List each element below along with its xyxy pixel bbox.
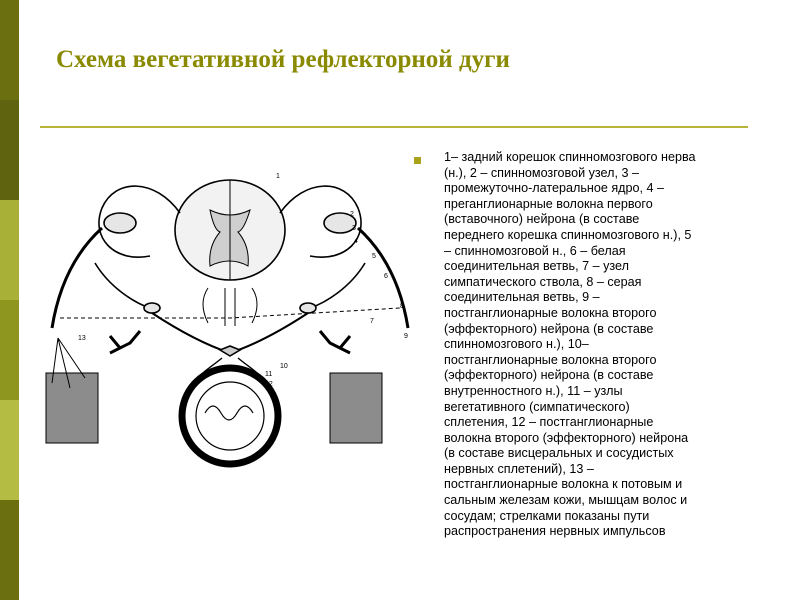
label-11: 11: [265, 371, 273, 378]
rami-left: [95, 263, 150, 308]
skin-block-left: [46, 373, 98, 443]
vessel-branch-right: [320, 331, 350, 353]
plexus-node: [220, 346, 240, 356]
side-bar-segment: [0, 0, 19, 100]
label-12: 12: [265, 381, 273, 388]
side-bar-segment: [0, 100, 19, 200]
intestine-folds: [205, 406, 253, 420]
label-8: 8: [400, 303, 404, 310]
label-3: 3: [352, 225, 356, 232]
side-accent-bar: [0, 0, 19, 600]
diagram-legend-text: 1– задний корешок спинномозгового нерва (н.), 2 – спинномозговой узел, 3 – промежуточно-латеральное ядро, 4 – преганглионарные волокна первого (вставочного) нейрона (в составе переднего корешка спинномозгового н.), 5 – спинномозговой н., 6 – белая соединительная ветвь, 7 – узел симпатического ствола, 8 – серая соединительная ветвь, 9 – постганглионарные волокна второго (эффекторного) нейрона (в составе спинномозгового н.), 10– постганглионарные волокна второго (эффекторного) нейрона (в составе внутренностного н.), 11 – узлы вегетативного (симпатического) сплетения, 12 – постганглионарные волокна второго (эффекторного) нейрона (в составе висцеральных и сосудистых нервных сплетений), 13 – постганглионарные волокна к потовым и сальным железам кожи, мышцам волос и сосудам; стрелками показаны пути распространения нервных импульсов: [444, 150, 696, 539]
label-1: 1: [276, 173, 280, 180]
side-bar-segment: [0, 300, 19, 400]
autonomic-reflex-arc-diagram: [40, 168, 420, 488]
spinal-ganglion-left: [104, 213, 136, 233]
sympathetic-ganglion-right: [300, 303, 316, 313]
label-10: 10: [280, 363, 288, 370]
label-9: 9: [404, 333, 408, 340]
rami-right: [310, 263, 365, 308]
sympathetic-ganglion-left: [144, 303, 160, 313]
side-bar-segment: [0, 200, 19, 300]
label-6: 6: [384, 273, 388, 280]
label-4: 4: [354, 238, 358, 245]
title-divider: [40, 126, 748, 128]
intestine-lumen: [196, 382, 264, 450]
side-bar-segment: [0, 400, 19, 500]
aorta-sketch: [203, 288, 257, 326]
bullet-square-icon: [414, 157, 421, 164]
label-2: 2: [350, 211, 354, 218]
side-bar-segment: [0, 500, 19, 600]
label-13: 13: [78, 335, 86, 342]
vessel-branch-left: [110, 331, 140, 353]
label-7: 7: [370, 318, 374, 325]
slide-title: Схема вегетативной рефлекторной дуги: [56, 46, 510, 73]
spinal-nerve-left: [52, 228, 102, 328]
impulse-path: [60, 308, 400, 318]
skin-block-right: [330, 373, 382, 443]
spinal-nerve-right: [358, 228, 408, 328]
label-5: 5: [372, 253, 376, 260]
